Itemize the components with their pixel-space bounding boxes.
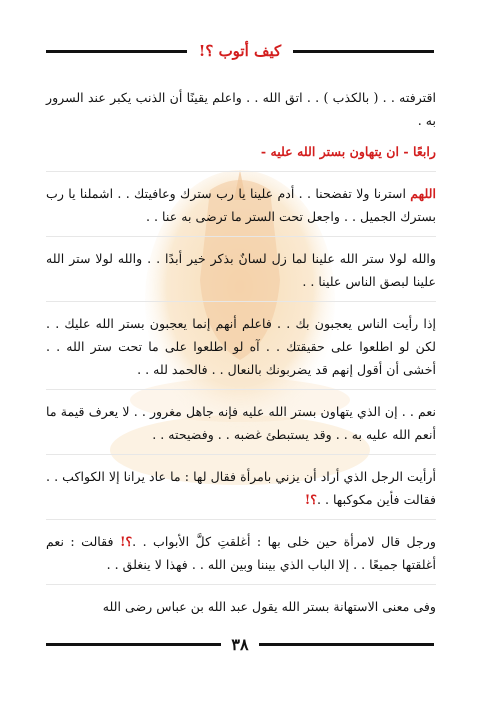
paragraph-6-mark: ؟! [304, 492, 317, 507]
header-rule-left [46, 50, 187, 53]
paragraph-7 [46, 530, 436, 576]
divider [46, 171, 436, 172]
divider [46, 236, 436, 237]
divider [46, 301, 436, 302]
header-rule-right [293, 50, 434, 53]
paragraph-7-text: ورجل قال لامرأة حين خلى بها : أغلقتِ كلَّ الأبواب . . [132, 534, 437, 549]
page-body [46, 86, 436, 626]
page-header [46, 40, 434, 62]
paragraph-6-text: أرأيت الرجل الذي أراد أن يزني بامرأة فقال لها : ما عاد يرانا إلا الكواكب . . فقالت فأين مكوكبها . . [46, 469, 436, 507]
paragraph-5: نعم . . إن الذي يتهاون بستر الله عليه فإنه جاهل مغرور . . لا يعرف قيمة ما أنعم الله عليه به . . وقد يستبطئ غضبه . . وفضيحته . . [46, 404, 436, 442]
footer-rule-right [259, 643, 434, 646]
paragraph-1: اقترفته . . ( بالكذب ) . . اتق الله . . واعلم يقينًا أن الذنب يكبر عند السرور به . [46, 90, 436, 128]
paragraph-2 [46, 182, 436, 228]
divider [46, 519, 436, 520]
page-number: ٣٨ [231, 634, 249, 654]
paragraph-8: وفى معنى الاستهانة بستر الله يقول عبد الله بن عباس رضى الله [102, 599, 436, 614]
paragraph-4: إذا رأيت الناس يعجبون بك . . فاعلم أنهم إنما يعجبون بستر الله عليك . . لكن لو اطلعوا على حقيقتك . . آه لو اطلعوا على ما تحت ستر الله . . أخشى أن أقول إنهم قد يضربونك بالنعال . . فالحمد لله . . [46, 316, 436, 377]
page-title: كيف أتوب ؟! [198, 42, 282, 60]
divider [46, 584, 436, 585]
page-footer [46, 634, 434, 654]
paragraph-2-text: استرنا ولا تفضحنا . . أدم علينا يا رب سترك وعافيتك . . اشملنا يا رب بسترك الجميل . . واجعل تحت الستر ما ترضى به عنا . . [46, 186, 436, 224]
paragraph-7-mark: ؟! [119, 534, 133, 549]
paragraph-7-rest: فقالت : نعم أغلقتها جميعًا . . إلا الباب الذي بيننا وبين الله . . فهذا لا ينغلق . . [46, 534, 436, 572]
paragraph-3: والله لولا ستر الله علينا لما زل لسانٌ بذكر خير أبدًا . . والله لولا ستر الله علينا لبصق الناس علينا . . [46, 251, 436, 289]
divider [46, 454, 436, 455]
section-heading: رابعًا - ان يتهاون بستر الله عليه - [260, 144, 436, 159]
paragraph-6 [46, 465, 436, 511]
footer-rule-left [46, 643, 221, 646]
paragraph-2-lead: اللهم [410, 186, 436, 201]
divider [46, 389, 436, 390]
